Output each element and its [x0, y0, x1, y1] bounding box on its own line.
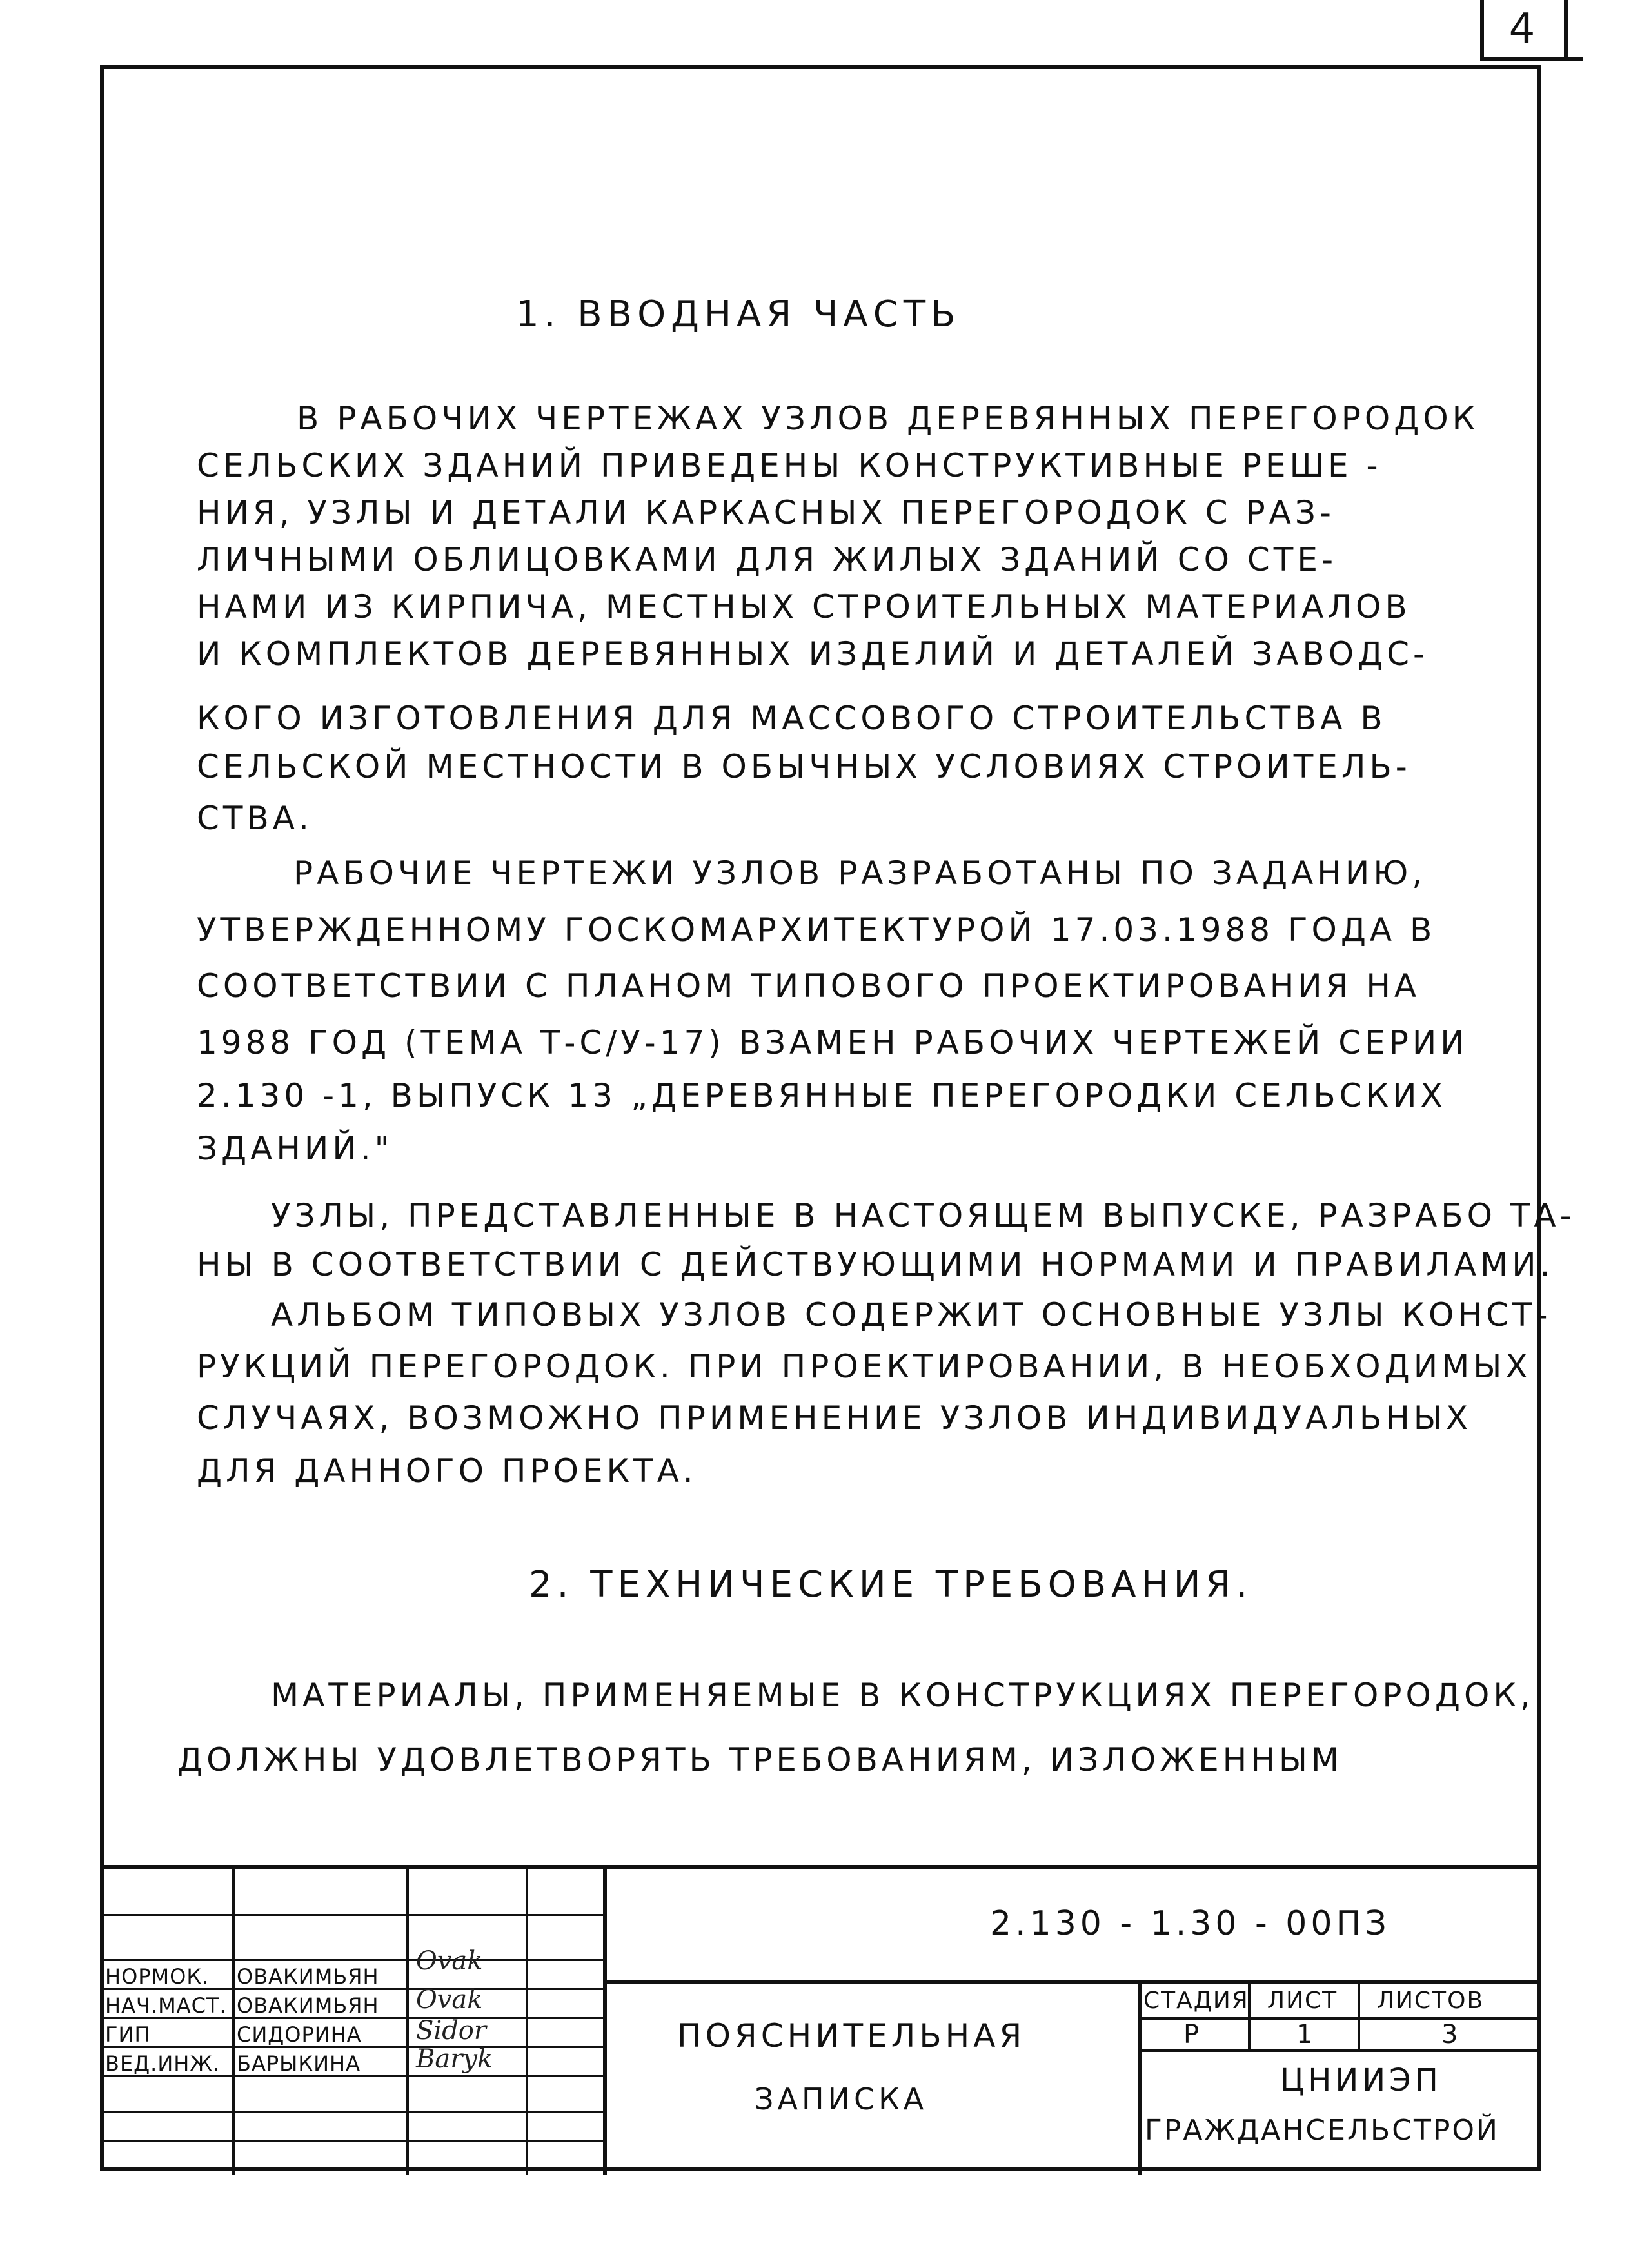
- section-1-line: СЛУЧАЯХ, ВОЗМОЖНО ПРИМЕНЕНИЕ УЗЛОВ ИНДИВИДУАЛЬНЫХ: [197, 1399, 1472, 1437]
- organization-line1: ЦНИИЭП: [1280, 2062, 1442, 2098]
- stage-value: Р: [1183, 2020, 1203, 2049]
- handwritten-signature: Ovak: [416, 1985, 483, 2015]
- stage-header: СТАДИЯ: [1143, 1987, 1249, 2014]
- sheet-header: ЛИСТ: [1267, 1987, 1338, 2014]
- section-1-line: СТВА.: [197, 800, 313, 837]
- sheets-value: 3: [1441, 2020, 1462, 2049]
- signature-name: СИДОРИНА: [237, 2022, 362, 2047]
- document-designation: 2.130 - 1.30 - 00ПЗ: [990, 1904, 1390, 1943]
- grid-line: [100, 2140, 603, 2142]
- grid-line: [100, 1914, 603, 1916]
- section-1-line: НАМИ ИЗ КИРПИЧА, МЕСТНЫХ СТРОИТЕЛЬНЫХ МАТЕРИАЛОВ: [197, 588, 1411, 626]
- section-1-line: СЕЛЬСКОЙ МЕСТНОСТИ В ОБЫЧНЫХ УСЛОВИЯХ СТРОИТЕЛЬ-: [197, 748, 1411, 785]
- title-block-divider: [603, 1869, 607, 2175]
- section-1-line: УТВЕРЖДЕННОМУ ГОСКОМАРХИТЕКТУРОЙ 17.03.1988 ГОДА В: [197, 911, 1436, 949]
- drawing-frame: [100, 65, 1541, 2171]
- sheet-number: [1480, 0, 1568, 61]
- document-title-line2: ЗАПИСКА: [755, 2082, 928, 2116]
- section-2-heading: 2. ТЕХНИЧЕСКИЕ ТРЕБОВАНИЯ.: [529, 1564, 1253, 1606]
- section-1-line: И КОМПЛЕКТОВ ДЕРЕВЯННЫХ ИЗДЕЛИЙ И ДЕТАЛЕЙ ЗАВОДС-: [197, 635, 1429, 673]
- section-1-line: РУКЦИЙ ПЕРЕГОРОДОК. ПРИ ПРОЕКТИРОВАНИИ, В НЕОБХОДИМЫХ: [197, 1348, 1532, 1385]
- organization-line2: ГРАЖДАНСЕЛЬСТРОЙ: [1145, 2114, 1499, 2147]
- signature-name: ОВАКИМЬЯН: [237, 1993, 379, 2018]
- signature-name: БАРЫКИНА: [237, 2051, 361, 2076]
- sheet-number-value: 4: [1508, 5, 1539, 53]
- section-1-line: 1988 ГОД (ТЕМА Т-С/У-17) ВЗАМЕН РАБОЧИХ ЧЕРТЕЖЕЙ СЕРИИ: [197, 1024, 1468, 1061]
- grid-line: [1138, 2049, 1541, 2052]
- section-1-line: ЗДАНИЙ.": [197, 1130, 393, 1167]
- document-title-line1: ПОЯСНИТЕЛЬНАЯ: [677, 2017, 1026, 2055]
- section-1-line: АЛЬБОМ ТИПОВЫХ УЗЛОВ СОДЕРЖИТ ОСНОВНЫЕ УЗЛЫ КОНСТ-: [271, 1296, 1552, 1334]
- section-1-line: УЗЛЫ, ПРЕДСТАВЛЕННЫЕ В НАСТОЯЩЕМ ВЫПУСКЕ, РАЗРАБО ТА-: [271, 1197, 1576, 1234]
- grid-line: [1358, 1980, 1360, 2049]
- signature-role: НОРМОК.: [105, 1964, 210, 1989]
- section-1-line: 2.130 -1, ВЫПУСК 13 „ДЕРЕВЯННЫЕ ПЕРЕГОРОДКИ СЕЛЬСКИХ: [197, 1077, 1447, 1114]
- signature-role: ВЕД.ИНЖ.: [105, 2051, 220, 2076]
- sheet-value: 1: [1296, 2020, 1317, 2049]
- section-1-line: СЕЛЬСКИХ ЗДАНИЙ ПРИВЕДЕНЫ КОНСТРУКТИВНЫЕ РЕШЕ -: [197, 447, 1382, 484]
- section-1-heading: 1. ВВОДНАЯ ЧАСТЬ: [516, 293, 961, 335]
- handwritten-signature: Sidor: [416, 2016, 487, 2046]
- grid-line: [100, 2111, 603, 2113]
- handwritten-signature: Baryk: [416, 2044, 493, 2074]
- handwritten-signature: Ovak: [416, 1946, 483, 1976]
- section-1-line: ДЛЯ ДАННОГО ПРОЕКТА.: [197, 1452, 697, 1490]
- section-2-line: ДОЛЖНЫ УДОВЛЕТВОРЯТЬ ТРЕБОВАНИЯМ, ИЗЛОЖЕННЫМ: [177, 1741, 1343, 1779]
- signature-role: НАЧ.МАСТ.: [105, 1993, 227, 2018]
- sheets-header: ЛИСТОВ: [1377, 1987, 1485, 2014]
- sheet-corner-tick: [1568, 57, 1583, 61]
- section-1-line: РАБОЧИЕ ЧЕРТЕЖИ УЗЛОВ РАЗРАБОТАНЫ ПО ЗАДАНИЮ,: [293, 854, 1427, 892]
- signature-role: ГИП: [105, 2022, 151, 2047]
- section-2-line: МАТЕРИАЛЫ, ПРИМЕНЯЕМЫЕ В КОНСТРУКЦИЯХ ПЕРЕГОРОДОК,: [271, 1677, 1534, 1714]
- grid-line: [1138, 1980, 1142, 2175]
- grid-line: [100, 1959, 603, 1961]
- section-1-line: НИЯ, УЗЛЫ И ДЕТАЛИ КАРКАСНЫХ ПЕРЕГОРОДОК С РАЗ-: [197, 494, 1335, 531]
- section-1-line: КОГО ИЗГОТОВЛЕНИЯ ДЛЯ МАССОВОГО СТРОИТЕЛЬСТВА В: [197, 700, 1387, 737]
- signature-name: ОВАКИМЬЯН: [237, 1964, 379, 1989]
- section-1-line: В РАБОЧИХ ЧЕРТЕЖАХ УЗЛОВ ДЕРЕВЯННЫХ ПЕРЕГОРОДОК: [297, 400, 1479, 437]
- title-block: [100, 1865, 1541, 2171]
- section-1-line: ЛИЧНЫМИ ОБЛИЦОВКАМИ ДЛЯ ЖИЛЫХ ЗДАНИЙ СО СТЕ-: [197, 541, 1337, 578]
- section-1-line: СООТВЕТСТВИИ С ПЛАНОМ ТИПОВОГО ПРОЕКТИРОВАНИЯ НА: [197, 967, 1421, 1005]
- section-1-line: НЫ В СООТВЕТСТВИИ С ДЕЙСТВУЮЩИМИ НОРМАМИ И ПРАВИЛАМИ.: [197, 1246, 1554, 1283]
- designation-divider: [603, 1980, 1541, 1984]
